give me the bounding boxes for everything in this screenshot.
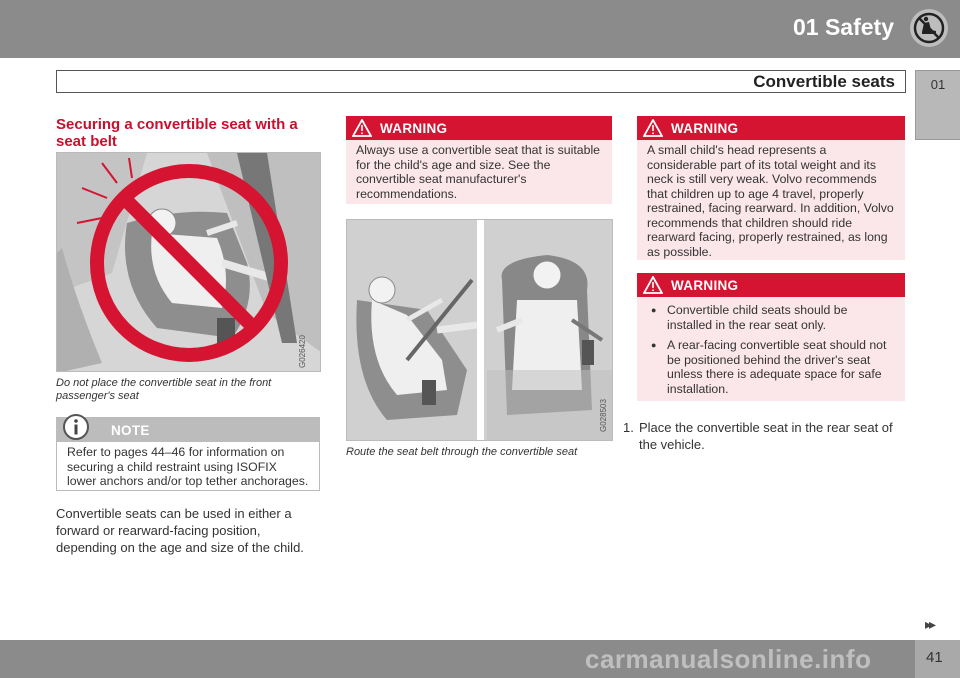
warning-box-seat-suitability [346, 116, 612, 204]
note-title: NOTE [111, 423, 150, 438]
note-text: Refer to pages 44–46 for information on securing a child restraint using ISOFIX lower anchors and/or top tether anchorages. [67, 445, 309, 488]
chapter-header-bar [0, 0, 960, 58]
figure-caption: Route the seat belt through the convertible seat [346, 446, 578, 458]
list-item: ● Convertible child seats should be installed in the rear seat only. [647, 303, 895, 332]
warning-title: WARNING [671, 121, 739, 136]
no-child-seat-icon [908, 7, 950, 49]
warning-box-rear-seat-only [637, 273, 905, 401]
warning-header [637, 116, 905, 140]
warning-bullet-list [647, 303, 895, 396]
warning-title: WARNING [671, 278, 739, 293]
chapter-tab-label: 01 [930, 77, 946, 92]
instruction-step [623, 419, 913, 453]
subheading: Securing a convertible seat with a seat belt [56, 116, 298, 150]
section-title-bar [56, 70, 906, 93]
seat-belt-routing-figure [346, 219, 613, 441]
warning-text: Always use a convertible seat that is suitable for the child's age and size. See the convertible seat manufacturer's recommendations. [356, 143, 601, 201]
warning-header [637, 273, 905, 297]
warning-triangle-icon [352, 119, 372, 137]
warning-box-rearward-facing [637, 116, 905, 260]
body-paragraph: Convertible seats can be used in either a forward or rearward-facing position, depending on the age and size of the child. [56, 506, 304, 555]
front-seat-warning-figure [56, 152, 321, 372]
list-item: ● A rear-facing convertible seat should not be positioned behind the driver's seat unless there is adequate space for safe installation. [647, 338, 895, 396]
chapter-title: 01 Safety [792, 14, 894, 40]
info-icon [63, 414, 89, 440]
front-seat-illustration [57, 153, 321, 372]
step-text: Place the convertible seat in the rear seat of the vehicle. [639, 420, 893, 452]
figure-code: G028503 [599, 399, 608, 432]
chapter-tab[interactable] [915, 70, 960, 140]
warning-triangle-icon [643, 119, 663, 137]
warning-title: WARNING [380, 121, 448, 136]
warning-triangle-icon [643, 276, 663, 294]
next-page-marker[interactable]: ▸▸ [925, 616, 934, 632]
seat-belt-routing-illustration [347, 220, 613, 441]
note-header [57, 418, 319, 442]
step-number: 1. [623, 420, 634, 435]
page-number: 41 [926, 649, 943, 666]
note-box [56, 417, 320, 491]
watermark-text: carmanualsonline.info [585, 644, 872, 674]
warning-header [346, 116, 612, 140]
figure-code: G026420 [298, 335, 307, 368]
figure-caption: Do not place the convertible seat in the front passenger's seat [56, 377, 272, 402]
section-title: Convertible seats [753, 72, 895, 91]
warning-text: A small child's head represents a considerable part of its total weight and its neck is still very weak. Volvo recommends that children up to age 4 travel, properly restrained, facing rearward. In addition, Volvo recommends that children should ride rearward facing, properly restrained, as long as possible. [647, 143, 894, 259]
warning-bullets [637, 297, 905, 410]
